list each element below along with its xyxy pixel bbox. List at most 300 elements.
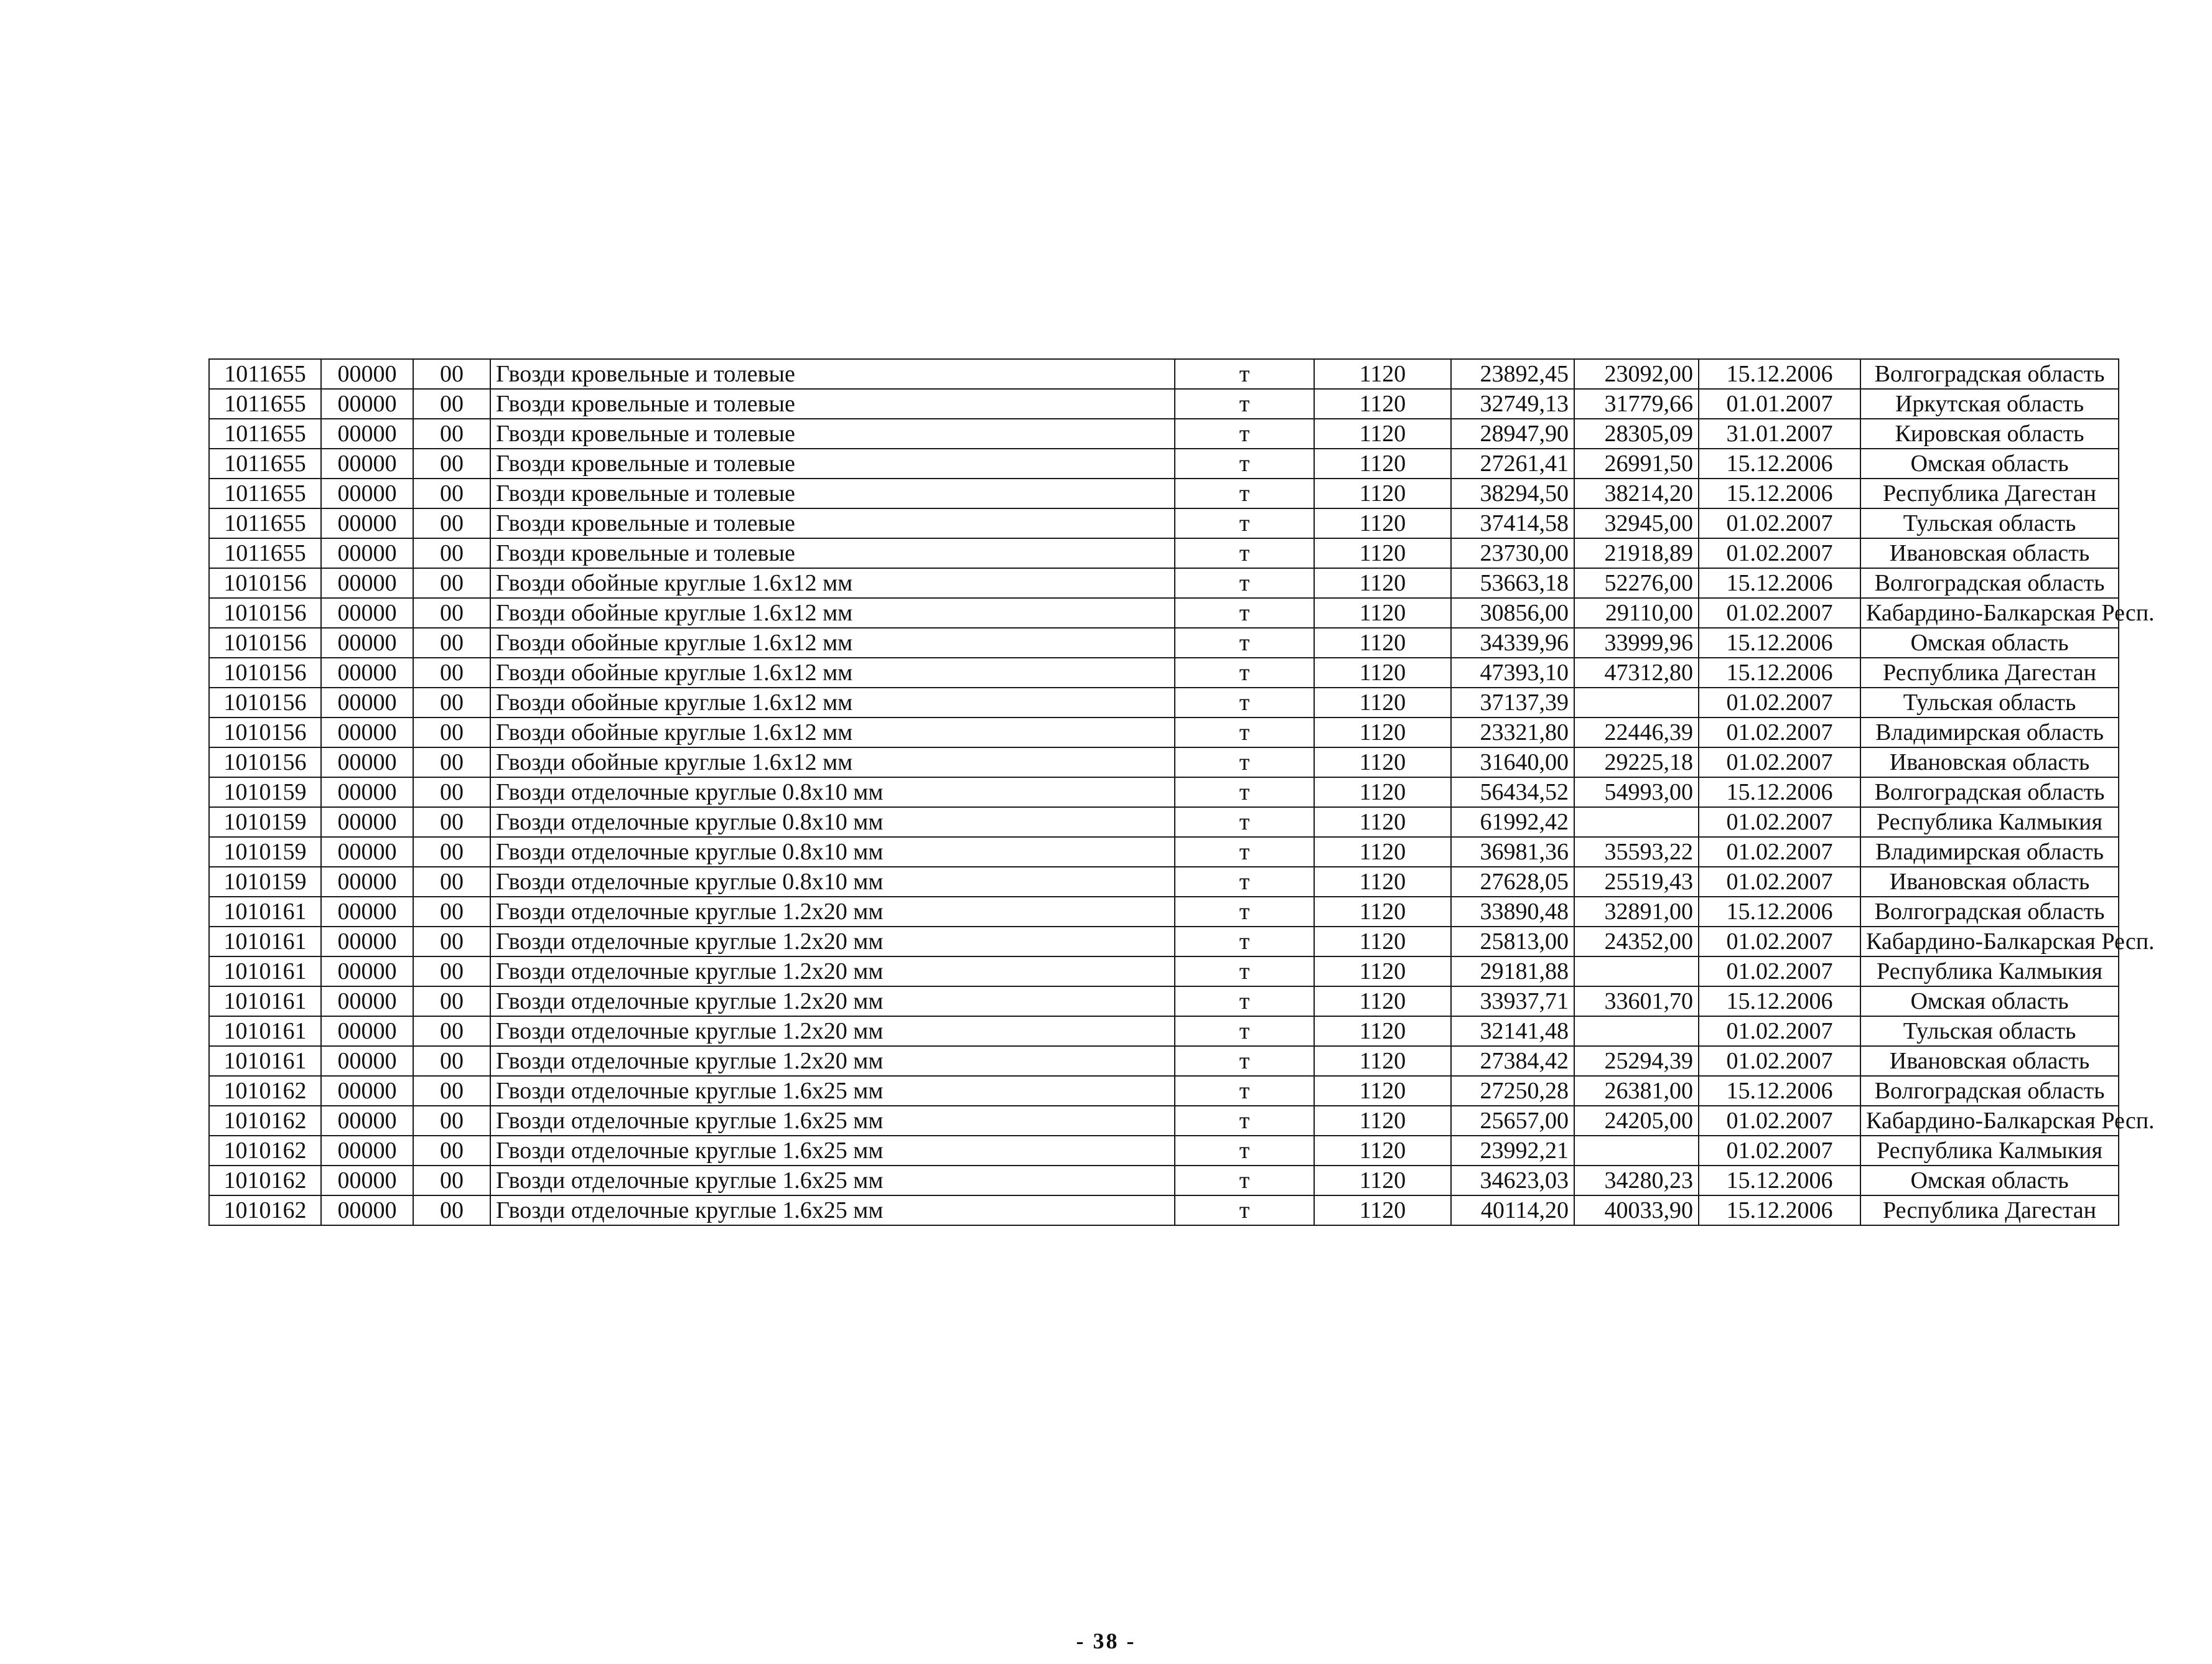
product-name-cell: Гвозди отделочные круглые 1.2x20 мм <box>490 986 1175 1016</box>
date-cell: 15.12.2006 <box>1699 628 1860 658</box>
sub-code-cell: 00000 <box>321 508 413 538</box>
date-cell: 01.02.2007 <box>1699 927 1860 956</box>
table-row <box>209 598 2119 628</box>
date-cell: 01.02.2007 <box>1699 538 1860 568</box>
price-alt-cell <box>1574 1136 1699 1166</box>
region-cell: Волгоградская область <box>1860 1076 2119 1106</box>
extension-code-cell: 00 <box>413 837 490 867</box>
product-name-cell: Гвозди отделочные круглые 1.2x20 мм <box>490 1046 1175 1076</box>
unit-cell: т <box>1175 628 1314 658</box>
unit-code-cell: 1120 <box>1314 1136 1451 1166</box>
extension-code-cell: 00 <box>413 1046 490 1076</box>
product-name-cell: Гвозди отделочные круглые 0.8x10 мм <box>490 867 1175 897</box>
price-alt-cell: 35593,22 <box>1574 837 1699 867</box>
date-cell: 01.02.2007 <box>1699 1016 1860 1046</box>
item-code-cell: 1011655 <box>209 538 321 568</box>
product-name-cell: Гвозди обойные круглые 1.6x12 мм <box>490 628 1175 658</box>
date-cell: 15.12.2006 <box>1699 986 1860 1016</box>
product-name-cell: Гвозди отделочные круглые 1.2x20 мм <box>490 956 1175 986</box>
unit-code-cell: 1120 <box>1314 1166 1451 1195</box>
sub-code-cell: 00000 <box>321 688 413 717</box>
unit-code-cell: 1120 <box>1314 449 1451 479</box>
date-cell: 15.12.2006 <box>1699 777 1860 807</box>
product-name-cell: Гвозди отделочные круглые 0.8x10 мм <box>490 807 1175 837</box>
sub-code-cell: 00000 <box>321 1136 413 1166</box>
price-alt-cell: 52276,00 <box>1574 568 1699 598</box>
product-name-cell: Гвозди отделочные круглые 1.6x25 мм <box>490 1166 1175 1195</box>
unit-cell: т <box>1175 897 1314 927</box>
table-row <box>209 508 2119 538</box>
price-alt-cell: 28305,09 <box>1574 419 1699 449</box>
product-name-cell: Гвозди обойные круглые 1.6x12 мм <box>490 658 1175 688</box>
product-name-cell: Гвозди кровельные и толевые <box>490 419 1175 449</box>
unit-cell: т <box>1175 389 1314 419</box>
price-alt-cell: 26991,50 <box>1574 449 1699 479</box>
date-cell: 15.12.2006 <box>1699 658 1860 688</box>
extension-code-cell: 00 <box>413 568 490 598</box>
price-alt-cell: 31779,66 <box>1574 389 1699 419</box>
product-name-cell: Гвозди обойные круглые 1.6x12 мм <box>490 717 1175 747</box>
unit-cell: т <box>1175 777 1314 807</box>
unit-code-cell: 1120 <box>1314 1016 1451 1046</box>
table-row <box>209 359 2119 389</box>
price-cell: 23730,00 <box>1451 538 1574 568</box>
table-row <box>209 777 2119 807</box>
price-cell: 34623,03 <box>1451 1166 1574 1195</box>
table-row <box>209 807 2119 837</box>
extension-code-cell: 00 <box>413 747 490 777</box>
extension-code-cell: 00 <box>413 1106 490 1136</box>
unit-cell: т <box>1175 449 1314 479</box>
unit-code-cell: 1120 <box>1314 717 1451 747</box>
date-cell: 15.12.2006 <box>1699 449 1860 479</box>
sub-code-cell: 00000 <box>321 359 413 389</box>
price-alt-cell: 40033,90 <box>1574 1195 1699 1225</box>
region-cell: Кабардино-Балкарская Респ. <box>1860 1106 2119 1136</box>
price-alt-cell: 38214,20 <box>1574 479 1699 508</box>
price-alt-cell: 29110,00 <box>1574 598 1699 628</box>
date-cell: 01.02.2007 <box>1699 956 1860 986</box>
product-name-cell: Гвозди кровельные и толевые <box>490 449 1175 479</box>
price-alt-cell <box>1574 956 1699 986</box>
date-cell: 15.12.2006 <box>1699 897 1860 927</box>
product-name-cell: Гвозди обойные круглые 1.6x12 мм <box>490 568 1175 598</box>
date-cell: 01.02.2007 <box>1699 1106 1860 1136</box>
sub-code-cell: 00000 <box>321 389 413 419</box>
unit-cell: т <box>1175 867 1314 897</box>
date-cell: 01.02.2007 <box>1699 598 1860 628</box>
region-cell: Омская область <box>1860 628 2119 658</box>
region-cell: Кировская область <box>1860 419 2119 449</box>
item-code-cell: 1010161 <box>209 986 321 1016</box>
date-cell: 01.02.2007 <box>1699 867 1860 897</box>
item-code-cell: 1010156 <box>209 628 321 658</box>
region-cell: Ивановская область <box>1860 867 2119 897</box>
extension-code-cell: 00 <box>413 658 490 688</box>
product-name-cell: Гвозди отделочные круглые 1.2x20 мм <box>490 897 1175 927</box>
item-code-cell: 1010162 <box>209 1195 321 1225</box>
item-code-cell: 1010156 <box>209 747 321 777</box>
region-cell: Республика Дагестан <box>1860 479 2119 508</box>
unit-code-cell: 1120 <box>1314 598 1451 628</box>
unit-code-cell: 1120 <box>1314 1046 1451 1076</box>
unit-cell: т <box>1175 508 1314 538</box>
region-cell: Омская область <box>1860 449 2119 479</box>
item-code-cell: 1010161 <box>209 927 321 956</box>
sub-code-cell: 00000 <box>321 867 413 897</box>
item-code-cell: 1010159 <box>209 807 321 837</box>
sub-code-cell: 00000 <box>321 538 413 568</box>
unit-code-cell: 1120 <box>1314 1106 1451 1136</box>
product-name-cell: Гвозди отделочные круглые 0.8x10 мм <box>490 837 1175 867</box>
price-alt-cell: 23092,00 <box>1574 359 1699 389</box>
unit-code-cell: 1120 <box>1314 986 1451 1016</box>
price-cell: 31640,00 <box>1451 747 1574 777</box>
extension-code-cell: 00 <box>413 1166 490 1195</box>
sub-code-cell: 00000 <box>321 897 413 927</box>
unit-cell: т <box>1175 927 1314 956</box>
extension-code-cell: 00 <box>413 807 490 837</box>
price-alt-cell: 54993,00 <box>1574 777 1699 807</box>
extension-code-cell: 00 <box>413 1076 490 1106</box>
unit-cell: т <box>1175 807 1314 837</box>
price-cell: 33937,71 <box>1451 986 1574 1016</box>
date-cell: 01.02.2007 <box>1699 717 1860 747</box>
unit-cell: т <box>1175 717 1314 747</box>
price-alt-cell: 29225,18 <box>1574 747 1699 777</box>
sub-code-cell: 00000 <box>321 986 413 1016</box>
price-cell: 36981,36 <box>1451 837 1574 867</box>
product-name-cell: Гвозди обойные круглые 1.6x12 мм <box>490 747 1175 777</box>
unit-code-cell: 1120 <box>1314 508 1451 538</box>
price-cell: 25813,00 <box>1451 927 1574 956</box>
item-code-cell: 1010162 <box>209 1076 321 1106</box>
price-alt-cell: 25294,39 <box>1574 1046 1699 1076</box>
sub-code-cell: 00000 <box>321 1016 413 1046</box>
price-alt-cell: 47312,80 <box>1574 658 1699 688</box>
price-cell: 23321,80 <box>1451 717 1574 747</box>
region-cell: Омская область <box>1860 986 2119 1016</box>
sub-code-cell: 00000 <box>321 807 413 837</box>
table-row <box>209 1046 2119 1076</box>
extension-code-cell: 00 <box>413 897 490 927</box>
unit-code-cell: 1120 <box>1314 359 1451 389</box>
unit-code-cell: 1120 <box>1314 747 1451 777</box>
price-cell: 23992,21 <box>1451 1136 1574 1166</box>
table-row <box>209 658 2119 688</box>
region-cell: Республика Дагестан <box>1860 1195 2119 1225</box>
product-name-cell: Гвозди отделочные круглые 1.6x25 мм <box>490 1076 1175 1106</box>
price-alt-cell: 33999,96 <box>1574 628 1699 658</box>
unit-code-cell: 1120 <box>1314 927 1451 956</box>
date-cell: 01.02.2007 <box>1699 508 1860 538</box>
table-body <box>209 359 2155 1225</box>
extension-code-cell: 00 <box>413 688 490 717</box>
price-cell: 56434,52 <box>1451 777 1574 807</box>
unit-cell: т <box>1175 419 1314 449</box>
item-code-cell: 1010156 <box>209 598 321 628</box>
sub-code-cell: 00000 <box>321 598 413 628</box>
item-code-cell: 1011655 <box>209 419 321 449</box>
date-cell: 01.02.2007 <box>1699 837 1860 867</box>
table-row <box>209 479 2119 508</box>
sub-code-cell: 00000 <box>321 956 413 986</box>
sub-code-cell: 00000 <box>321 419 413 449</box>
unit-code-cell: 1120 <box>1314 389 1451 419</box>
extension-code-cell: 00 <box>413 449 490 479</box>
unit-cell: т <box>1175 747 1314 777</box>
unit-cell: т <box>1175 1106 1314 1136</box>
item-code-cell: 1010159 <box>209 867 321 897</box>
price-cell: 23892,45 <box>1451 359 1574 389</box>
price-alt-cell: 25519,43 <box>1574 867 1699 897</box>
unit-code-cell: 1120 <box>1314 807 1451 837</box>
price-cell: 30856,00 <box>1451 598 1574 628</box>
item-code-cell: 1010161 <box>209 1046 321 1076</box>
product-name-cell: Гвозди отделочные круглые 1.6x25 мм <box>490 1136 1175 1166</box>
table-row <box>209 538 2119 568</box>
sub-code-cell: 00000 <box>321 479 413 508</box>
extension-code-cell: 00 <box>413 927 490 956</box>
price-cell: 32141,48 <box>1451 1016 1574 1046</box>
table-row <box>209 628 2119 658</box>
unit-code-cell: 1120 <box>1314 956 1451 986</box>
extension-code-cell: 00 <box>413 419 490 449</box>
extension-code-cell: 00 <box>413 717 490 747</box>
table-row <box>209 1136 2119 1166</box>
price-alt-cell <box>1574 1016 1699 1046</box>
unit-cell: т <box>1175 1076 1314 1106</box>
table-row <box>209 1106 2119 1136</box>
product-name-cell: Гвозди кровельные и толевые <box>490 389 1175 419</box>
item-code-cell: 1010156 <box>209 688 321 717</box>
table-row <box>209 389 2119 419</box>
unit-code-cell: 1120 <box>1314 658 1451 688</box>
region-cell: Ивановская область <box>1860 538 2119 568</box>
item-code-cell: 1010156 <box>209 658 321 688</box>
price-alt-cell: 24352,00 <box>1574 927 1699 956</box>
sub-code-cell: 00000 <box>321 628 413 658</box>
price-alt-cell: 21918,89 <box>1574 538 1699 568</box>
item-code-cell: 1010162 <box>209 1106 321 1136</box>
price-cell: 27628,05 <box>1451 867 1574 897</box>
region-cell: Владимирская область <box>1860 717 2119 747</box>
price-cell: 37137,39 <box>1451 688 1574 717</box>
table-row <box>209 1166 2119 1195</box>
item-code-cell: 1010162 <box>209 1136 321 1166</box>
region-cell: Республика Калмыкия <box>1860 956 2119 986</box>
table-row <box>209 449 2119 479</box>
table-row <box>209 897 2119 927</box>
region-cell: Тульская область <box>1860 1016 2119 1046</box>
item-code-cell: 1011655 <box>209 359 321 389</box>
unit-cell: т <box>1175 956 1314 986</box>
price-cell: 47393,10 <box>1451 658 1574 688</box>
region-cell: Тульская область <box>1860 508 2119 538</box>
unit-code-cell: 1120 <box>1314 538 1451 568</box>
unit-cell: т <box>1175 479 1314 508</box>
unit-cell: т <box>1175 1195 1314 1225</box>
price-cell: 27261,41 <box>1451 449 1574 479</box>
price-cell: 37414,58 <box>1451 508 1574 538</box>
table-row <box>209 568 2119 598</box>
date-cell: 01.01.2007 <box>1699 389 1860 419</box>
sub-code-cell: 00000 <box>321 837 413 867</box>
region-cell: Республика Дагестан <box>1860 658 2119 688</box>
item-code-cell: 1011655 <box>209 479 321 508</box>
unit-cell: т <box>1175 359 1314 389</box>
price-alt-cell: 32891,00 <box>1574 897 1699 927</box>
product-name-cell: Гвозди отделочные круглые 1.2x20 мм <box>490 1016 1175 1046</box>
price-alt-cell <box>1574 807 1699 837</box>
region-cell: Иркутская область <box>1860 389 2119 419</box>
extension-code-cell: 00 <box>413 777 490 807</box>
date-cell: 15.12.2006 <box>1699 568 1860 598</box>
price-cell: 40114,20 <box>1451 1195 1574 1225</box>
item-code-cell: 1010159 <box>209 777 321 807</box>
table-row <box>209 419 2119 449</box>
date-cell: 01.02.2007 <box>1699 688 1860 717</box>
product-name-cell: Гвозди обойные круглые 1.6x12 мм <box>490 598 1175 628</box>
price-alt-cell: 34280,23 <box>1574 1166 1699 1195</box>
region-cell: Волгоградская область <box>1860 777 2119 807</box>
sub-code-cell: 00000 <box>321 747 413 777</box>
date-cell: 15.12.2006 <box>1699 479 1860 508</box>
unit-cell: т <box>1175 598 1314 628</box>
item-code-cell: 1010162 <box>209 1166 321 1195</box>
unit-code-cell: 1120 <box>1314 867 1451 897</box>
region-cell: Тульская область <box>1860 688 2119 717</box>
item-code-cell: 1010159 <box>209 837 321 867</box>
price-cell: 28947,90 <box>1451 419 1574 449</box>
unit-cell: т <box>1175 1046 1314 1076</box>
price-alt-cell: 33601,70 <box>1574 986 1699 1016</box>
date-cell: 01.02.2007 <box>1699 747 1860 777</box>
unit-cell: т <box>1175 688 1314 717</box>
date-cell: 01.02.2007 <box>1699 807 1860 837</box>
unit-code-cell: 1120 <box>1314 568 1451 598</box>
date-cell: 15.12.2006 <box>1699 1076 1860 1106</box>
price-cell: 53663,18 <box>1451 568 1574 598</box>
price-cell: 38294,50 <box>1451 479 1574 508</box>
region-cell: Владимирская область <box>1860 837 2119 867</box>
extension-code-cell: 00 <box>413 1195 490 1225</box>
extension-code-cell: 00 <box>413 479 490 508</box>
unit-cell: т <box>1175 1136 1314 1166</box>
region-cell: Волгоградская область <box>1860 568 2119 598</box>
table-row <box>209 867 2119 897</box>
item-code-cell: 1010161 <box>209 956 321 986</box>
region-cell: Республика Калмыкия <box>1860 1136 2119 1166</box>
date-cell: 01.02.2007 <box>1699 1046 1860 1076</box>
region-cell: Волгоградская область <box>1860 897 2119 927</box>
table-row <box>209 688 2119 717</box>
product-name-cell: Гвозди кровельные и толевые <box>490 508 1175 538</box>
region-cell: Волгоградская область <box>1860 359 2119 389</box>
page-number: - 38 - <box>1076 1629 1136 1653</box>
price-cell: 33890,48 <box>1451 897 1574 927</box>
product-name-cell: Гвозди обойные круглые 1.6x12 мм <box>490 688 1175 717</box>
sub-code-cell: 00000 <box>321 449 413 479</box>
table-row <box>209 927 2119 956</box>
unit-code-cell: 1120 <box>1314 419 1451 449</box>
date-cell: 15.12.2006 <box>1699 1195 1860 1225</box>
region-cell: Омская область <box>1860 1166 2119 1195</box>
table-row <box>209 747 2119 777</box>
extension-code-cell: 00 <box>413 538 490 568</box>
table-row <box>209 837 2119 867</box>
product-name-cell: Гвозди кровельные и толевые <box>490 538 1175 568</box>
unit-code-cell: 1120 <box>1314 688 1451 717</box>
product-name-cell: Гвозди отделочные круглые 1.6x25 мм <box>490 1195 1175 1225</box>
region-cell: Ивановская область <box>1860 1046 2119 1076</box>
sub-code-cell: 00000 <box>321 1046 413 1076</box>
extension-code-cell: 00 <box>413 1136 490 1166</box>
item-code-cell: 1010156 <box>209 717 321 747</box>
sub-code-cell: 00000 <box>321 658 413 688</box>
extension-code-cell: 00 <box>413 508 490 538</box>
sub-code-cell: 00000 <box>321 1076 413 1106</box>
extension-code-cell: 00 <box>413 956 490 986</box>
extension-code-cell: 00 <box>413 986 490 1016</box>
sub-code-cell: 00000 <box>321 1106 413 1136</box>
region-cell: Ивановская область <box>1860 747 2119 777</box>
sub-code-cell: 00000 <box>321 717 413 747</box>
price-cell: 27250,28 <box>1451 1076 1574 1106</box>
sub-code-cell: 00000 <box>321 777 413 807</box>
unit-cell: т <box>1175 1166 1314 1195</box>
extension-code-cell: 00 <box>413 359 490 389</box>
item-code-cell: 1010156 <box>209 568 321 598</box>
extension-code-cell: 00 <box>413 867 490 897</box>
product-name-cell: Гвозди отделочные круглые 1.2x20 мм <box>490 927 1175 956</box>
date-cell: 01.02.2007 <box>1699 1136 1860 1166</box>
unit-code-cell: 1120 <box>1314 837 1451 867</box>
extension-code-cell: 00 <box>413 1016 490 1046</box>
extension-code-cell: 00 <box>413 598 490 628</box>
item-code-cell: 1010161 <box>209 897 321 927</box>
unit-code-cell: 1120 <box>1314 628 1451 658</box>
item-code-cell: 1011655 <box>209 508 321 538</box>
price-cell: 34339,96 <box>1451 628 1574 658</box>
price-alt-cell: 24205,00 <box>1574 1106 1699 1136</box>
unit-cell: т <box>1175 658 1314 688</box>
unit-code-cell: 1120 <box>1314 777 1451 807</box>
extension-code-cell: 00 <box>413 628 490 658</box>
unit-cell: т <box>1175 568 1314 598</box>
date-cell: 31.01.2007 <box>1699 419 1860 449</box>
unit-code-cell: 1120 <box>1314 897 1451 927</box>
price-table <box>208 358 2155 1226</box>
table-row <box>209 1195 2119 1225</box>
price-alt-cell <box>1574 688 1699 717</box>
unit-cell: т <box>1175 538 1314 568</box>
price-alt-cell: 26381,00 <box>1574 1076 1699 1106</box>
price-cell: 27384,42 <box>1451 1046 1574 1076</box>
price-alt-cell: 22446,39 <box>1574 717 1699 747</box>
unit-code-cell: 1120 <box>1314 1076 1451 1106</box>
price-cell: 32749,13 <box>1451 389 1574 419</box>
item-code-cell: 1011655 <box>209 449 321 479</box>
region-cell: Кабардино-Балкарская Респ. <box>1860 598 2119 628</box>
date-cell: 15.12.2006 <box>1699 359 1860 389</box>
table-row <box>209 717 2119 747</box>
unit-code-cell: 1120 <box>1314 479 1451 508</box>
item-code-cell: 1011655 <box>209 389 321 419</box>
date-cell: 15.12.2006 <box>1699 1166 1860 1195</box>
table-row <box>209 956 2119 986</box>
item-code-cell: 1010161 <box>209 1016 321 1046</box>
